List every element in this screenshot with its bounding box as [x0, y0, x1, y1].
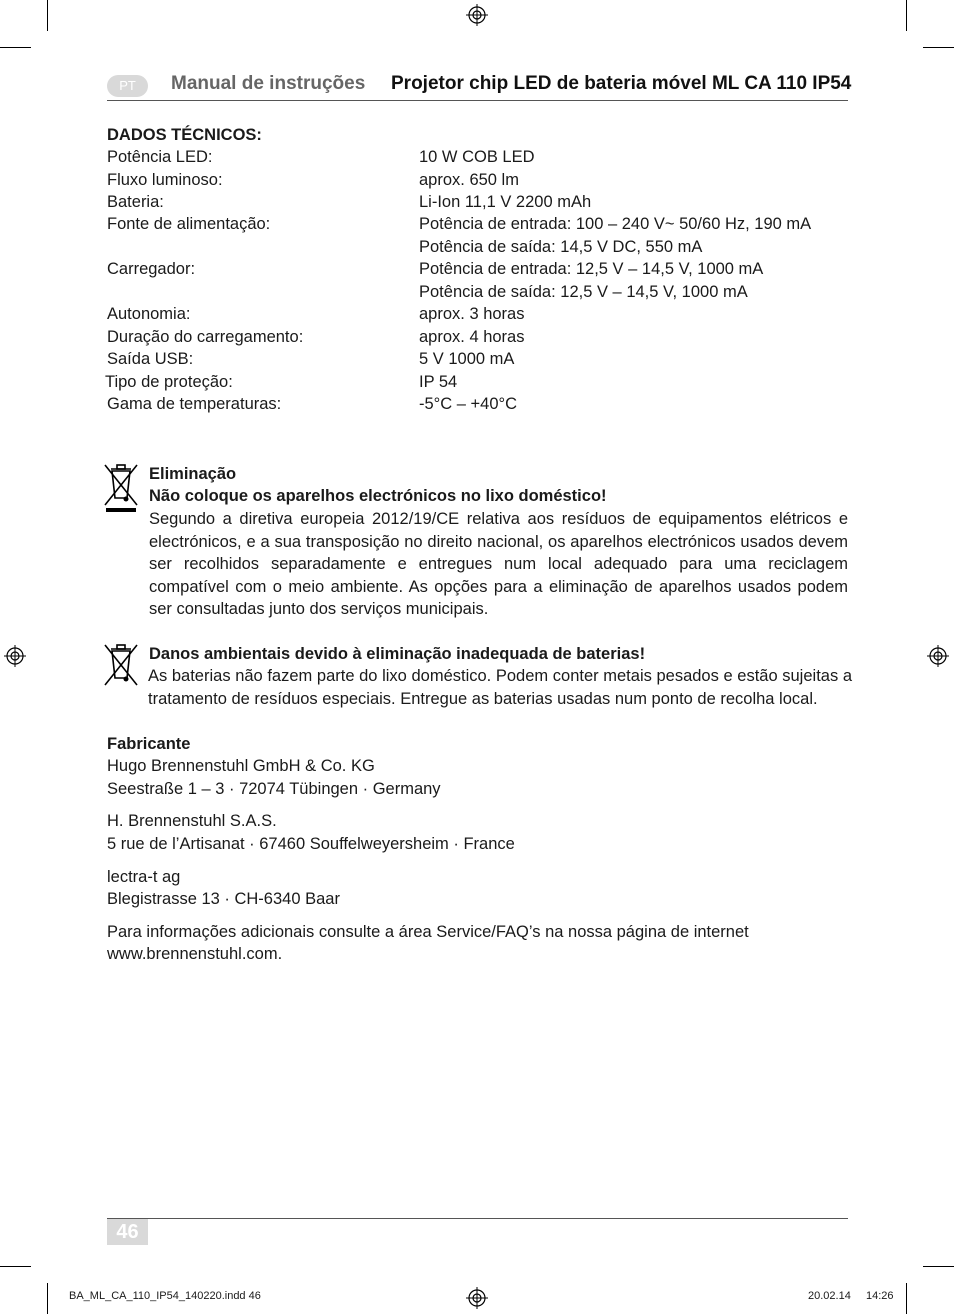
disposal-warning: Não coloque os aparelhos electrónicos no lixo doméstico! [149, 487, 607, 505]
battery-title: Danos ambientais devido à eliminação inadequada de baterias! [149, 645, 646, 663]
crop-mark [47, 0, 48, 31]
print-date: 20.02.14 [808, 1290, 851, 1302]
product-title: Projetor chip LED de bateria móvel ML CA 110 IP54 [391, 73, 852, 94]
print-time: 14:26 [866, 1290, 894, 1302]
manufacturer-line: Hugo Brennenstuhl GmbH & Co. KG [107, 757, 375, 775]
manufacturer-line: Blegistrasse 13 · CH-6340 Baar [107, 890, 340, 908]
spec-label: Saída USB: [107, 350, 194, 368]
crop-mark [906, 1283, 907, 1314]
info-text: Para informações adicionais consulte a área Service/FAQ’s na nossa página de internet [107, 923, 749, 941]
registration-mark-icon [466, 1287, 488, 1309]
crop-mark [923, 1266, 954, 1267]
spec-label: Duração do carregamento: [107, 328, 304, 346]
crop-mark [47, 1283, 48, 1314]
manufacturer-line: H. Brennenstuhl S.A.S. [107, 812, 277, 830]
spec-value: IP 54 [419, 373, 458, 391]
specs-title: DADOS TÉCNICOS: [107, 126, 262, 144]
crop-mark [0, 1266, 31, 1267]
battery-text: As baterias não fazem parte do lixo doméstico. Podem conter metais pesados e estão sujeitas a tratamento de resíduos especiais. Entregue as baterias usadas num ponto de recolha local. [148, 667, 852, 708]
registration-mark-icon [466, 4, 488, 26]
disposal-title: Eliminação [149, 465, 237, 483]
spec-label: Fonte de alimentação: [107, 215, 271, 233]
crossed-bin-icon [102, 642, 140, 686]
website-link[interactable]: www.brennenstuhl.com. [107, 945, 283, 963]
spec-value: aprox. 3 horas [419, 305, 525, 323]
crop-mark [906, 0, 907, 31]
spec-value: Li-Ion 11,1 V 2200 mAh [419, 193, 592, 211]
file-name: BA_ML_CA_110_IP54_140220.indd 46 [69, 1290, 261, 1302]
spec-value: Potência de saída: 12,5 V – 14,5 V, 1000 mA [419, 283, 748, 301]
registration-mark-icon [927, 645, 949, 667]
spec-label: Potência LED: [107, 148, 213, 166]
spec-value: Potência de saída: 14,5 V DC, 550 mA [419, 238, 703, 256]
crossed-bin-icon [102, 462, 140, 514]
spec-value: -5°C – +40°C [419, 395, 518, 413]
spec-label: Gama de temperaturas: [107, 395, 282, 413]
spec-label: Autonomia: [107, 305, 191, 323]
spec-value: aprox. 650 lm [419, 171, 519, 189]
spec-value: 10 W COB LED [419, 148, 535, 166]
disposal-text: Segundo a diretiva europeia 2012/19/CE relativa aos resíduos de equipamentos elétricos e electrónicos, e a sua transposição no direito nacional, os aparelhos electrónicos usados devem ser recolhidos separadamente e entregues num local adequado para uma reciclagem compatível com o meio ambiente. As opções para a eliminação de aparelhos usados podem ser consultadas junto dos serviços municipais. [149, 510, 848, 618]
spec-value: aprox. 4 horas [419, 328, 525, 346]
crop-mark [0, 47, 31, 48]
registration-mark-icon [4, 645, 26, 667]
spec-label: Tipo de proteção: [105, 373, 233, 391]
manufacturer-title: Fabricante [107, 735, 191, 753]
spec-label: Bateria: [107, 193, 164, 211]
manufacturer-line: 5 rue de l’Artisanat · 67460 Souffelweyersheim · France [107, 835, 515, 853]
spec-label: Carregador: [107, 260, 196, 278]
spec-value: Potência de entrada: 12,5 V – 14,5 V, 1000 mA [419, 260, 764, 278]
header-divider [107, 100, 848, 101]
spec-label: Fluxo luminoso: [107, 171, 223, 189]
manufacturer-line: lectra-t ag [107, 868, 181, 886]
manual-label: Manual de instruções [171, 73, 366, 94]
language-badge: PT [107, 75, 148, 97]
spec-value: 5 V 1000 mA [419, 350, 515, 368]
footer-divider [107, 1218, 848, 1219]
page-number: 46 [107, 1219, 148, 1245]
crop-mark [923, 47, 954, 48]
manufacturer-line: Seestraße 1 – 3 · 72074 Tübingen · Germany [107, 780, 441, 798]
spec-value: Potência de entrada: 100 – 240 V~ 50/60 Hz, 190 mA [419, 215, 812, 233]
